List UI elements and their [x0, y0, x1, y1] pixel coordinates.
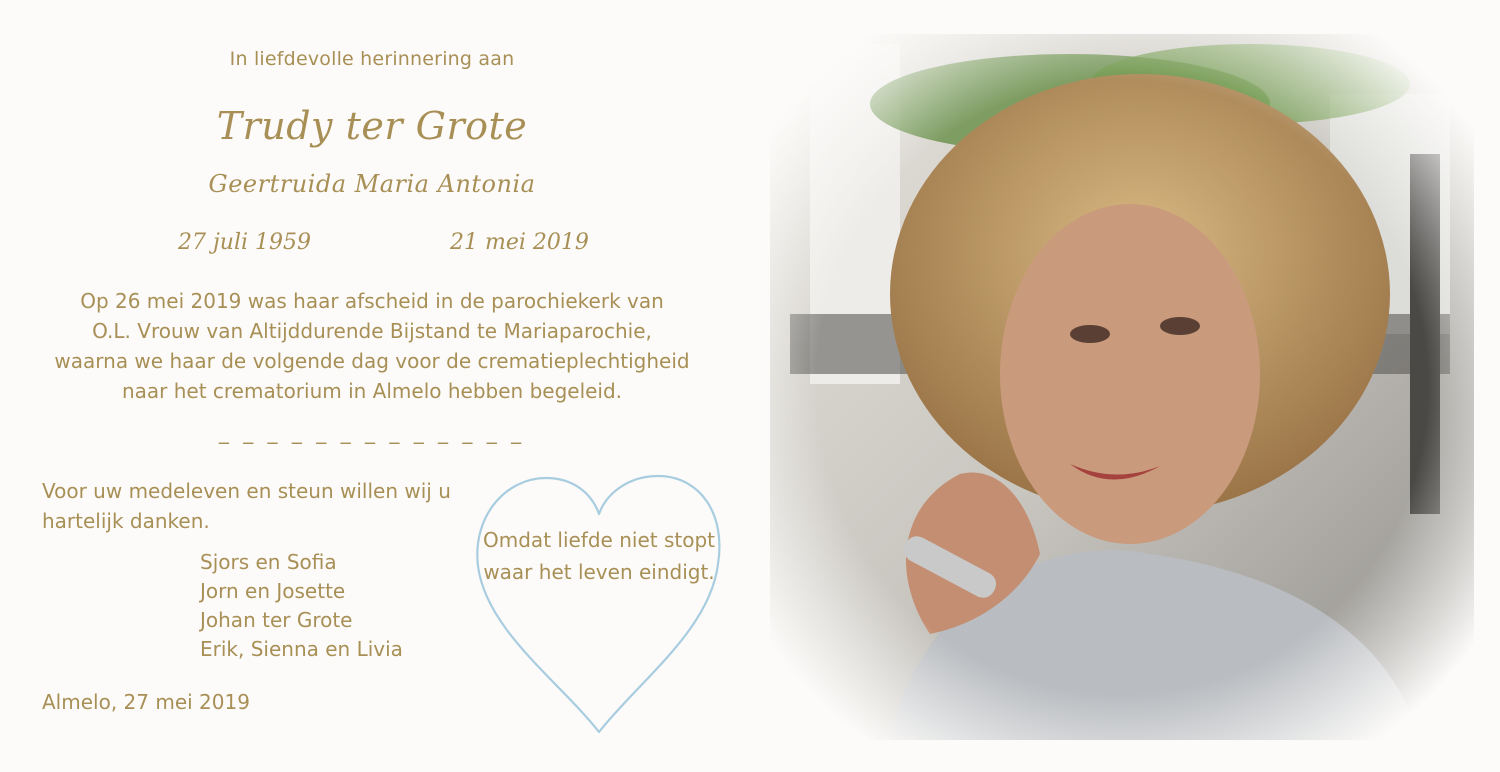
farewell-line: O.L. Vrouw van Altijddurende Bijstand te Mariaparochie, — [92, 319, 652, 343]
farewell-line: naar het crematorium in Almelo hebben begeleid. — [121, 379, 623, 403]
date-born: 27 juli 1959 — [178, 230, 312, 255]
farewell-text — [42, 286, 702, 406]
family-member: Jorn en Josette — [200, 579, 346, 603]
heart-icon — [468, 470, 730, 744]
heart-quote — [468, 524, 730, 588]
place-date: Almelo, 27 mei 2019 — [42, 690, 250, 714]
portrait-photo — [770, 34, 1474, 740]
deceased-name: Trudy ter Grote — [216, 104, 528, 148]
family-signatures — [200, 548, 403, 664]
family-member: Erik, Sienna en Livia — [200, 637, 403, 661]
given-names: Geertruida Maria Antonia — [208, 170, 536, 198]
heart-quote-line: Omdat liefde niet stopt — [483, 528, 715, 552]
family-member: Sjors en Sofia — [200, 550, 337, 574]
farewell-line: waarna we haar de volgende dag voor de crematieplechtigheid — [54, 349, 690, 373]
dashed-separator: _ _ _ _ _ _ _ _ _ _ _ _ _ — [218, 420, 526, 444]
family-member: Johan ter Grote — [200, 608, 353, 632]
intro-line: In liefdevolle herinnering aan — [229, 48, 515, 70]
thanks-line: Voor uw medeleven en steun willen wij u — [42, 479, 451, 503]
date-died: 21 mei 2019 — [450, 230, 589, 255]
thanks-text — [42, 476, 462, 536]
heart-quote-line: waar het leven eindigt. — [483, 560, 715, 584]
thanks-line: hartelijk danken. — [42, 509, 210, 533]
farewell-line: Op 26 mei 2019 was haar afscheid in de parochiekerk van — [80, 289, 664, 313]
